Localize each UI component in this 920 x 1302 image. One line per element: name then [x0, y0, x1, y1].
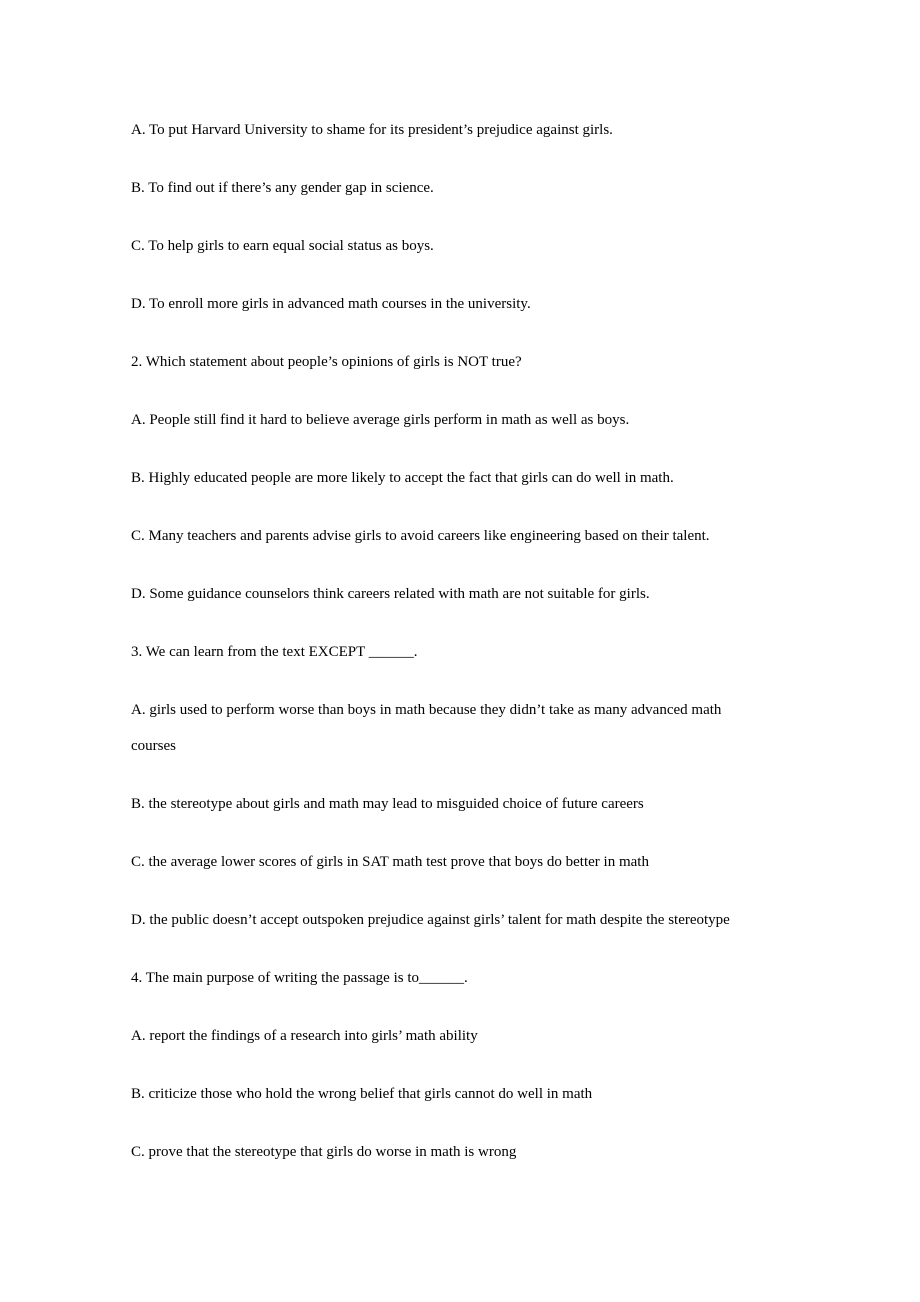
q4-option-a: A. report the findings of a research into girls’ math ability [131, 1028, 478, 1044]
question-2: 2. Which statement about people’s opinions of girls is NOT true? [131, 354, 522, 370]
q4-option-c: C. prove that the stereotype that girls do worse in math is wrong [131, 1144, 517, 1160]
q2-option-d: D. Some guidance counselors think careers related with math are not suitable for girls. [131, 586, 650, 602]
question-3: 3. We can learn from the text EXCEPT ______. [131, 644, 418, 660]
q4-option-b: B. criticize those who hold the wrong belief that girls cannot do well in math [131, 1086, 593, 1102]
q1-option-d: D. To enroll more girls in advanced math courses in the university. [131, 296, 531, 312]
q3-option-c: C. the average lower scores of girls in SAT math test prove that boys do better in math [131, 854, 649, 870]
q3-option-a-continued: courses [131, 738, 176, 754]
question-4: 4. The main purpose of writing the passage is to______. [131, 970, 468, 986]
q2-option-c: C. Many teachers and parents advise girls to avoid careers like engineering based on their talent. [131, 528, 710, 544]
q3-option-a: A. girls used to perform worse than boys in math because they didn’t take as many advanced math [131, 702, 722, 718]
q1-option-b: B. To find out if there’s any gender gap in science. [131, 180, 434, 196]
q2-option-a: A. People still find it hard to believe average girls perform in math as well as boys. [131, 412, 630, 428]
q2-option-b: B. Highly educated people are more likely to accept the fact that girls can do well in math. [131, 470, 674, 486]
q3-option-d: D. the public doesn’t accept outspoken prejudice against girls’ talent for math despite the stereotype [131, 912, 730, 928]
q1-option-c: C. To help girls to earn equal social status as boys. [131, 238, 434, 254]
q3-option-b: B. the stereotype about girls and math may lead to misguided choice of future careers [131, 796, 644, 812]
q1-option-a: A. To put Harvard University to shame for its president’s prejudice against girls. [131, 122, 613, 138]
